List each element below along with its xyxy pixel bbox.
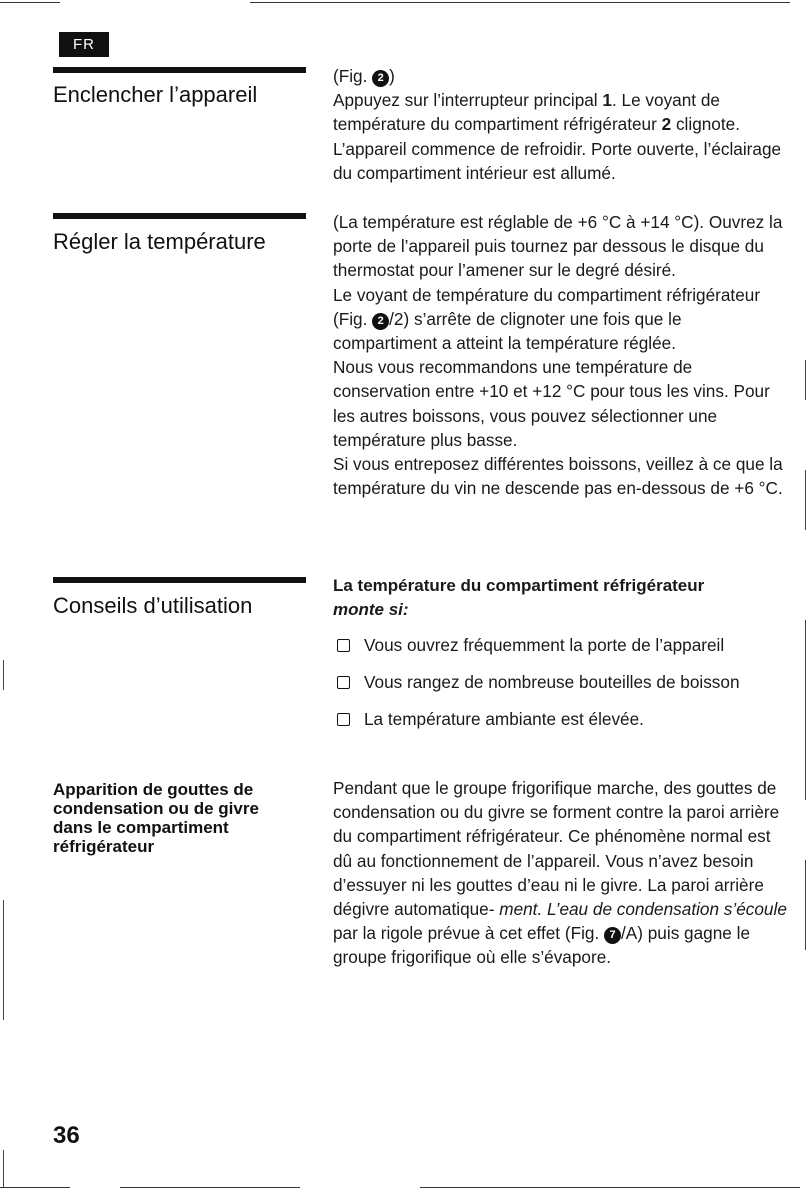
section-body-enclencher [333,64,788,185]
body-text-italic: ment. L’eau de condensation s’écoule [499,899,787,920]
checkbox-icon [337,639,350,652]
scan-line [805,360,806,400]
scan-line [420,1187,800,1188]
scan-line [3,1150,4,1187]
page-number: 36 [53,1122,80,1149]
figure-number-icon: 2 [372,70,389,87]
conseils-title-italic: monte si: [333,600,409,619]
scan-line [120,1187,300,1188]
body-text: . Le voyant de température du compartiment réfrigérateur [333,90,720,135]
figure-number-icon: 2 [372,313,389,330]
bold-reference: 1 [602,90,612,111]
scan-line [250,2,790,3]
bold-reference: 2 [661,114,672,135]
section-body-condensation [333,776,788,970]
conseils-title-bold: La température du compartiment réfrigérateur [333,576,705,595]
body-text: Appuyez sur l’interrupteur principal [333,90,603,111]
section-heading-conseils: Conseils d’utilisation [53,593,253,618]
scan-line [3,900,4,1020]
scan-line [805,620,806,800]
body-text: Pendant que le groupe frigorifique marche, des gouttes de condensation ou du givre se forment contre la paroi arrière du compartiment réfrigérateur. Ce phénomène normal est dû au fonctionnement de l’appareil. Vous n’avez besoin d’essuyer ni les gouttes d’eau ni le givre. La paroi arrière dégivre automatique- [333,778,780,920]
list-item [333,707,788,744]
scan-line [3,660,4,690]
paragraph: (La température est réglable de +6 °C à +14 °C). Ouvrez la porte de l’appareil puis tournez par dessous le disque du thermostat pour l’amener sur le degré désiré. [333,212,783,281]
section-heading-enclencher: Enclencher l’appareil [53,82,258,107]
list-item-text: Vous ouvrez fréquemment la porte de l’appareil [364,635,725,655]
fig-ref-open: (Fig. [333,66,373,86]
body-text: par la rigole prévue à cet effet (Fig. [333,923,605,944]
paragraph: Si vous entreposez différentes boissons, veillez à ce que la température du vin ne descende pas en-dessous de +6 °C. [333,454,783,499]
list-item-text: Vous rangez de nombreuse bouteilles de boisson [364,672,740,692]
scan-line [0,1187,70,1188]
scan-line [805,470,806,530]
checkbox-icon [337,713,350,726]
scan-line [0,2,60,3]
body-text: /2) s’arrête de clignoter une fois que le compartiment a atteint la température réglée. [333,308,682,354]
section-heading-regler: Régler la température [53,229,266,254]
paragraph: Nous vous recommandons une température de conservation entre +10 et +12 °C pour tous les vins. Pour les autres boissons, vous pouvez sélectionner une température plus basse. [333,357,770,450]
section-rule [53,67,306,73]
list-item [333,670,788,707]
section-rule [53,213,306,219]
body-text: /A) puis gagne le groupe frigorifique où elle s’évapore. [333,923,751,968]
list-item-text: La température ambiante est élevée. [364,709,644,729]
checkbox-icon [337,676,350,689]
section-heading-condensation: Apparition de gouttes de condensation ou de givre dans le compartiment réfrigérateur [53,780,259,856]
body-text: clignote. L’appareil commence de refroidir. Porte ouverte, l’éclairage du compartiment intérieur est allumé. [333,114,782,183]
conseils-list [333,633,788,744]
fig-ref-close: ) [389,66,395,86]
figure-number-icon: 7 [604,927,621,944]
scan-line [805,860,806,950]
section-body-regler [333,210,788,500]
language-badge: FR [59,32,109,57]
list-item [333,633,788,670]
paragraph [333,283,788,356]
conseils-title [333,574,788,622]
body-text: Le voyant de température du compartiment réfrigérateur (Fig. [333,284,761,329]
section-rule [53,577,306,583]
